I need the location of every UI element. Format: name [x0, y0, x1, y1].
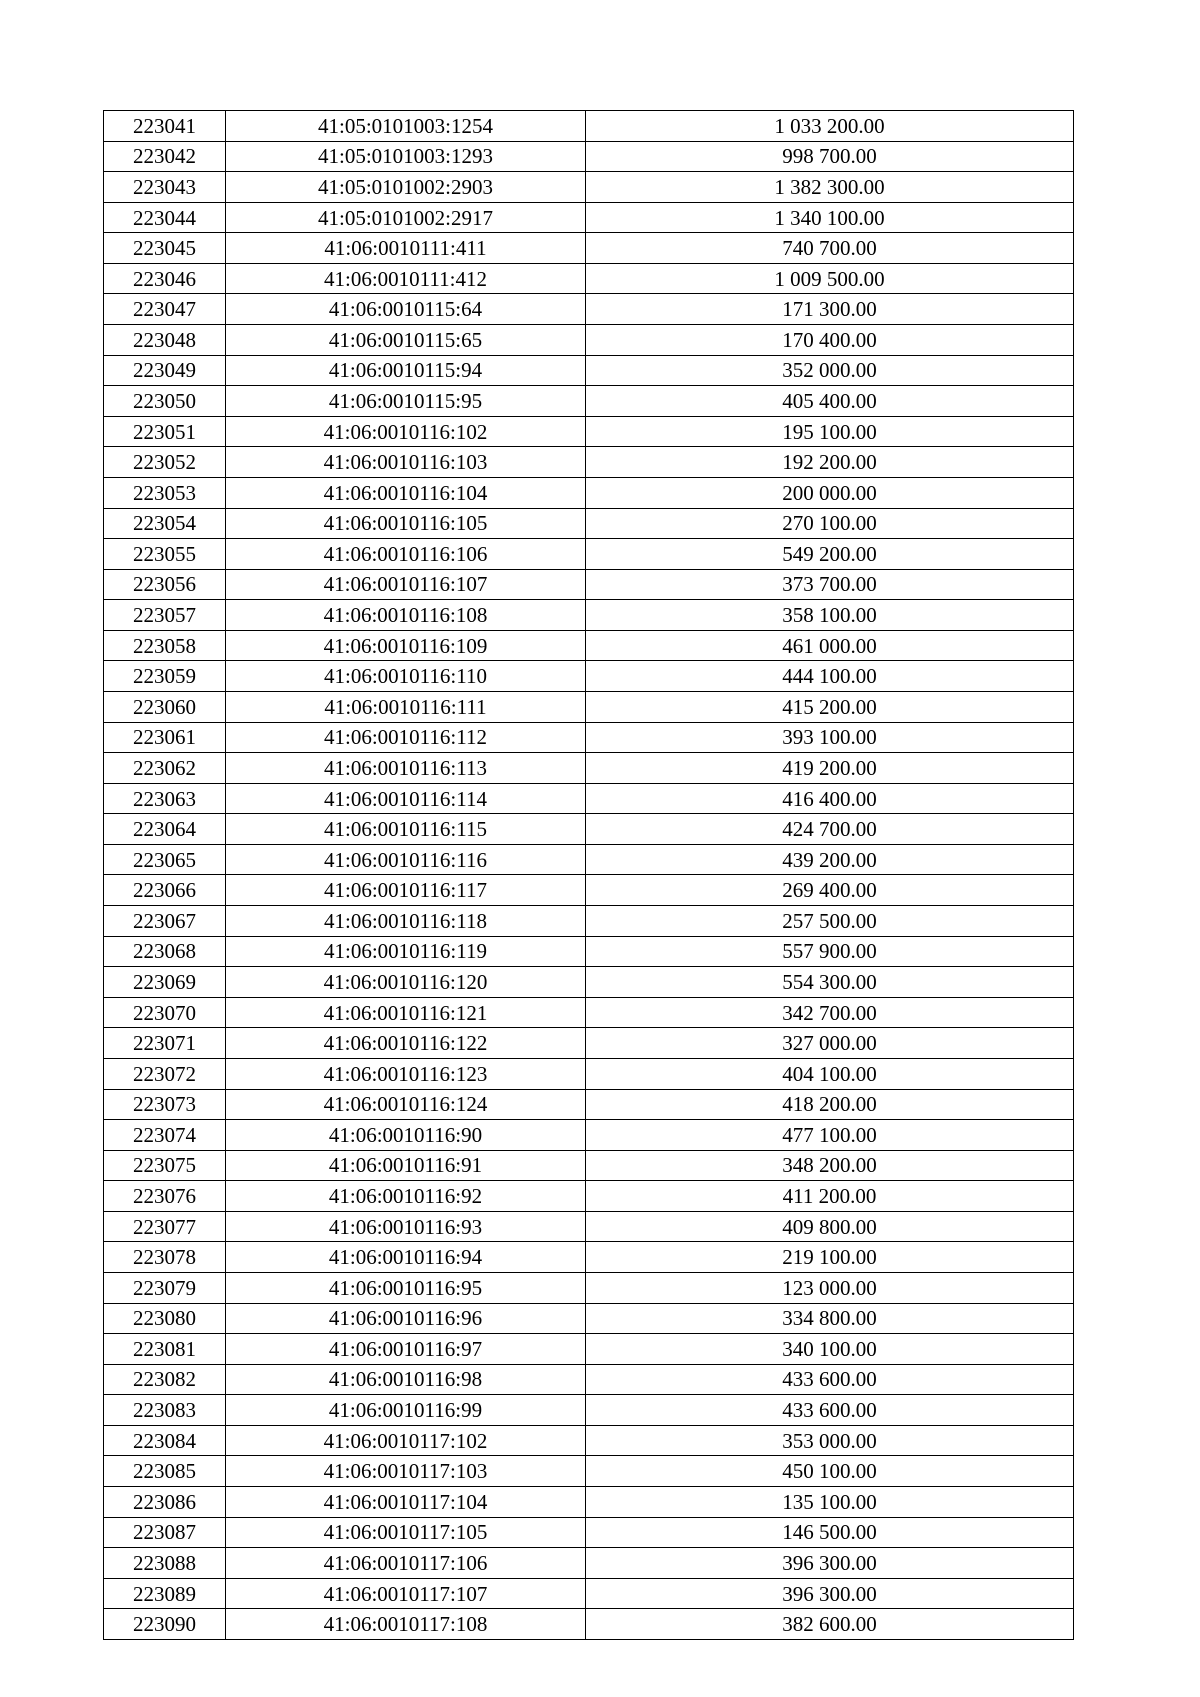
row-number-cell: 223068 [104, 936, 226, 967]
table-row [104, 997, 1074, 1028]
table-row [104, 355, 1074, 386]
value-cell: 1 033 200.00 [586, 111, 1074, 142]
table-row [104, 906, 1074, 937]
value-cell: 396 300.00 [586, 1578, 1074, 1609]
row-number-cell: 223041 [104, 111, 226, 142]
value-cell: 557 900.00 [586, 936, 1074, 967]
value-cell: 327 000.00 [586, 1028, 1074, 1059]
cadastral-number-cell: 41:06:0010116:90 [226, 1120, 586, 1151]
row-number-cell: 223056 [104, 569, 226, 600]
row-number-cell: 223052 [104, 447, 226, 478]
table-row [104, 1334, 1074, 1365]
row-number-cell: 223081 [104, 1334, 226, 1365]
cadastral-number-cell: 41:06:0010116:106 [226, 539, 586, 570]
row-number-cell: 223086 [104, 1487, 226, 1518]
value-cell: 409 800.00 [586, 1211, 1074, 1242]
row-number-cell: 223064 [104, 814, 226, 845]
value-cell: 554 300.00 [586, 967, 1074, 998]
row-number-cell: 223089 [104, 1578, 226, 1609]
cadastral-number-cell: 41:06:0010116:124 [226, 1089, 586, 1120]
cadastral-value-table [103, 110, 1074, 1640]
value-cell: 477 100.00 [586, 1120, 1074, 1151]
row-number-cell: 223065 [104, 844, 226, 875]
row-number-cell: 223073 [104, 1089, 226, 1120]
cadastral-number-cell: 41:06:0010116:121 [226, 997, 586, 1028]
cadastral-number-cell: 41:05:0101002:2903 [226, 172, 586, 203]
value-cell: 219 100.00 [586, 1242, 1074, 1273]
value-cell: 352 000.00 [586, 355, 1074, 386]
table-row [104, 1303, 1074, 1334]
value-cell: 382 600.00 [586, 1609, 1074, 1640]
table-row [104, 263, 1074, 294]
row-number-cell: 223062 [104, 753, 226, 784]
row-number-cell: 223078 [104, 1242, 226, 1273]
cadastral-number-cell: 41:06:0010116:97 [226, 1334, 586, 1365]
value-cell: 411 200.00 [586, 1181, 1074, 1212]
row-number-cell: 223076 [104, 1181, 226, 1212]
cadastral-number-cell: 41:06:0010116:105 [226, 508, 586, 539]
value-cell: 404 100.00 [586, 1058, 1074, 1089]
value-cell: 171 300.00 [586, 294, 1074, 325]
table-row [104, 1181, 1074, 1212]
row-number-cell: 223058 [104, 630, 226, 661]
table-row [104, 722, 1074, 753]
table-row [104, 1272, 1074, 1303]
cadastral-number-cell: 41:06:0010116:96 [226, 1303, 586, 1334]
table-row [104, 141, 1074, 172]
row-number-cell: 223077 [104, 1211, 226, 1242]
cadastral-number-cell: 41:06:0010116:119 [226, 936, 586, 967]
table-row [104, 1425, 1074, 1456]
table-row [104, 202, 1074, 233]
value-cell: 348 200.00 [586, 1150, 1074, 1181]
table-row [104, 691, 1074, 722]
cadastral-number-cell: 41:05:0101003:1254 [226, 111, 586, 142]
row-number-cell: 223088 [104, 1548, 226, 1579]
row-number-cell: 223085 [104, 1456, 226, 1487]
cadastral-number-cell: 41:06:0010116:91 [226, 1150, 586, 1181]
table-row [104, 844, 1074, 875]
row-number-cell: 223090 [104, 1609, 226, 1640]
value-cell: 373 700.00 [586, 569, 1074, 600]
cadastral-number-cell: 41:05:0101003:1293 [226, 141, 586, 172]
table-row [104, 508, 1074, 539]
cadastral-number-cell: 41:05:0101002:2917 [226, 202, 586, 233]
table-row [104, 1028, 1074, 1059]
value-cell: 418 200.00 [586, 1089, 1074, 1120]
table-row [104, 1364, 1074, 1395]
value-cell: 146 500.00 [586, 1517, 1074, 1548]
row-number-cell: 223083 [104, 1395, 226, 1426]
row-number-cell: 223047 [104, 294, 226, 325]
row-number-cell: 223054 [104, 508, 226, 539]
row-number-cell: 223045 [104, 233, 226, 264]
value-cell: 1 009 500.00 [586, 263, 1074, 294]
table-row [104, 447, 1074, 478]
value-cell: 461 000.00 [586, 630, 1074, 661]
cadastral-number-cell: 41:06:0010117:107 [226, 1578, 586, 1609]
row-number-cell: 223075 [104, 1150, 226, 1181]
table-row [104, 1211, 1074, 1242]
value-cell: 192 200.00 [586, 447, 1074, 478]
table-row [104, 630, 1074, 661]
value-cell: 270 100.00 [586, 508, 1074, 539]
cadastral-number-cell: 41:06:0010116:115 [226, 814, 586, 845]
table-row [104, 416, 1074, 447]
table-row [104, 753, 1074, 784]
value-cell: 1 382 300.00 [586, 172, 1074, 203]
cadastral-number-cell: 41:06:0010115:94 [226, 355, 586, 386]
value-cell: 419 200.00 [586, 753, 1074, 784]
value-cell: 444 100.00 [586, 661, 1074, 692]
cadastral-number-cell: 41:06:0010116:98 [226, 1364, 586, 1395]
row-number-cell: 223048 [104, 325, 226, 356]
cadastral-number-cell: 41:06:0010116:107 [226, 569, 586, 600]
value-cell: 549 200.00 [586, 539, 1074, 570]
cadastral-number-cell: 41:06:0010111:411 [226, 233, 586, 264]
value-cell: 415 200.00 [586, 691, 1074, 722]
value-cell: 433 600.00 [586, 1364, 1074, 1395]
cadastral-number-cell: 41:06:0010115:95 [226, 386, 586, 417]
table-row [104, 875, 1074, 906]
value-cell: 340 100.00 [586, 1334, 1074, 1365]
table-row [104, 539, 1074, 570]
cadastral-number-cell: 41:06:0010116:111 [226, 691, 586, 722]
cadastral-number-cell: 41:06:0010116:114 [226, 783, 586, 814]
table-row [104, 233, 1074, 264]
cadastral-number-cell: 41:06:0010117:108 [226, 1609, 586, 1640]
cadastral-number-cell: 41:06:0010115:64 [226, 294, 586, 325]
row-number-cell: 223043 [104, 172, 226, 203]
value-cell: 123 000.00 [586, 1272, 1074, 1303]
table-row [104, 1395, 1074, 1426]
cadastral-number-cell: 41:06:0010116:104 [226, 477, 586, 508]
value-cell: 424 700.00 [586, 814, 1074, 845]
value-cell: 439 200.00 [586, 844, 1074, 875]
cadastral-number-cell: 41:06:0010116:103 [226, 447, 586, 478]
value-cell: 200 000.00 [586, 477, 1074, 508]
table-row [104, 1578, 1074, 1609]
cadastral-number-cell: 41:06:0010116:94 [226, 1242, 586, 1273]
table-row [104, 569, 1074, 600]
table-row [104, 1487, 1074, 1518]
value-cell: 1 340 100.00 [586, 202, 1074, 233]
value-cell: 170 400.00 [586, 325, 1074, 356]
row-number-cell: 223051 [104, 416, 226, 447]
row-number-cell: 223063 [104, 783, 226, 814]
cadastral-number-cell: 41:06:0010116:122 [226, 1028, 586, 1059]
row-number-cell: 223074 [104, 1120, 226, 1151]
row-number-cell: 223087 [104, 1517, 226, 1548]
cadastral-number-cell: 41:06:0010116:102 [226, 416, 586, 447]
cadastral-number-cell: 41:06:0010117:105 [226, 1517, 586, 1548]
value-cell: 135 100.00 [586, 1487, 1074, 1518]
table-row [104, 294, 1074, 325]
row-number-cell: 223070 [104, 997, 226, 1028]
row-number-cell: 223061 [104, 722, 226, 753]
value-cell: 269 400.00 [586, 875, 1074, 906]
table-row [104, 325, 1074, 356]
row-number-cell: 223066 [104, 875, 226, 906]
row-number-cell: 223053 [104, 477, 226, 508]
table-row [104, 967, 1074, 998]
table-row [104, 814, 1074, 845]
cadastral-number-cell: 41:06:0010117:106 [226, 1548, 586, 1579]
value-cell: 334 800.00 [586, 1303, 1074, 1334]
row-number-cell: 223072 [104, 1058, 226, 1089]
cadastral-number-cell: 41:06:0010116:93 [226, 1211, 586, 1242]
cadastral-number-cell: 41:06:0010116:109 [226, 630, 586, 661]
cadastral-number-cell: 41:06:0010111:412 [226, 263, 586, 294]
cadastral-number-cell: 41:06:0010116:95 [226, 1272, 586, 1303]
value-cell: 342 700.00 [586, 997, 1074, 1028]
value-cell: 195 100.00 [586, 416, 1074, 447]
cadastral-number-cell: 41:06:0010116:123 [226, 1058, 586, 1089]
table-row [104, 936, 1074, 967]
cadastral-number-cell: 41:06:0010116:110 [226, 661, 586, 692]
cadastral-number-cell: 41:06:0010117:104 [226, 1487, 586, 1518]
value-cell: 353 000.00 [586, 1425, 1074, 1456]
row-number-cell: 223049 [104, 355, 226, 386]
table-row [104, 1456, 1074, 1487]
value-cell: 998 700.00 [586, 141, 1074, 172]
row-number-cell: 223082 [104, 1364, 226, 1395]
row-number-cell: 223067 [104, 906, 226, 937]
cadastral-number-cell: 41:06:0010116:113 [226, 753, 586, 784]
row-number-cell: 223071 [104, 1028, 226, 1059]
row-number-cell: 223050 [104, 386, 226, 417]
row-number-cell: 223069 [104, 967, 226, 998]
table-row [104, 600, 1074, 631]
cadastral-number-cell: 41:06:0010117:102 [226, 1425, 586, 1456]
cadastral-number-cell: 41:06:0010116:117 [226, 875, 586, 906]
table-row [104, 477, 1074, 508]
table-row [104, 1150, 1074, 1181]
row-number-cell: 223059 [104, 661, 226, 692]
cadastral-number-cell: 41:06:0010116:116 [226, 844, 586, 875]
cadastral-number-cell: 41:06:0010116:92 [226, 1181, 586, 1212]
cadastral-number-cell: 41:06:0010116:120 [226, 967, 586, 998]
table-row [104, 661, 1074, 692]
table-row [104, 1609, 1074, 1640]
value-cell: 393 100.00 [586, 722, 1074, 753]
row-number-cell: 223046 [104, 263, 226, 294]
table-row [104, 1089, 1074, 1120]
cadastral-number-cell: 41:06:0010117:103 [226, 1456, 586, 1487]
cadastral-number-cell: 41:06:0010116:108 [226, 600, 586, 631]
value-cell: 433 600.00 [586, 1395, 1074, 1426]
row-number-cell: 223079 [104, 1272, 226, 1303]
row-number-cell: 223060 [104, 691, 226, 722]
table-row [104, 1548, 1074, 1579]
cadastral-number-cell: 41:06:0010115:65 [226, 325, 586, 356]
value-cell: 450 100.00 [586, 1456, 1074, 1487]
row-number-cell: 223044 [104, 202, 226, 233]
row-number-cell: 223084 [104, 1425, 226, 1456]
row-number-cell: 223042 [104, 141, 226, 172]
value-cell: 405 400.00 [586, 386, 1074, 417]
table-row [104, 111, 1074, 142]
table-row [104, 1242, 1074, 1273]
table-row [104, 1517, 1074, 1548]
cadastral-number-cell: 41:06:0010116:112 [226, 722, 586, 753]
table-body [104, 111, 1074, 1640]
row-number-cell: 223055 [104, 539, 226, 570]
table-row [104, 1120, 1074, 1151]
row-number-cell: 223057 [104, 600, 226, 631]
table-row [104, 386, 1074, 417]
table-row [104, 783, 1074, 814]
value-cell: 396 300.00 [586, 1548, 1074, 1579]
row-number-cell: 223080 [104, 1303, 226, 1334]
cadastral-number-cell: 41:06:0010116:118 [226, 906, 586, 937]
value-cell: 416 400.00 [586, 783, 1074, 814]
value-cell: 257 500.00 [586, 906, 1074, 937]
value-cell: 358 100.00 [586, 600, 1074, 631]
table-row [104, 1058, 1074, 1089]
cadastral-number-cell: 41:06:0010116:99 [226, 1395, 586, 1426]
value-cell: 740 700.00 [586, 233, 1074, 264]
table-row [104, 172, 1074, 203]
